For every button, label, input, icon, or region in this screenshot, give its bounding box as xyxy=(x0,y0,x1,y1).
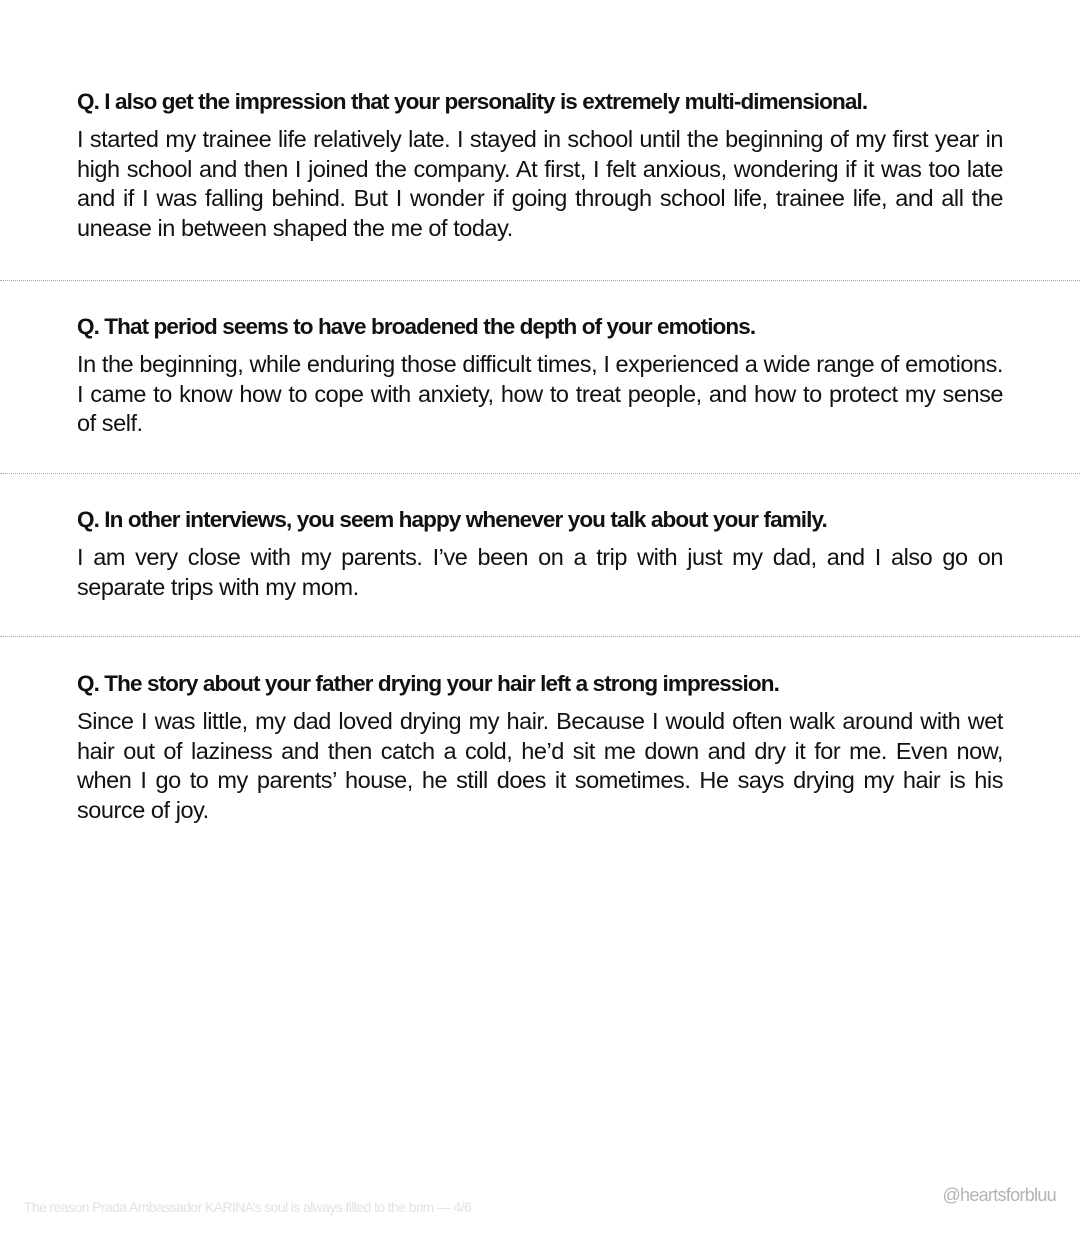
qa-block-1 xyxy=(77,88,1003,243)
question-heading: Q. That period seems to have broadened the depth of your emotions. xyxy=(77,314,756,339)
footer-handle: @heartsforbluu xyxy=(942,1185,1056,1205)
qa-block-2 xyxy=(77,313,1003,439)
qa-block-4 xyxy=(77,670,1003,825)
question-heading: Q. I also get the impression that your personality is extremely multi-dimensional. xyxy=(77,89,868,114)
answer-paragraph: Since I was little, my dad loved drying my hair. Because I would often walk around with wet hair out of laziness and then catch a cold, he’d sit me down and dry it for me. Even now, when I go to my parents’ house, he still does it sometimes. He says drying my hair is his source of joy. xyxy=(77,708,1003,823)
dotted-divider xyxy=(0,636,1080,637)
answer-paragraph: I am very close with my parents. I’ve been on a trip with just my dad, and I also go on separate trips with my mom. xyxy=(77,544,1003,600)
dotted-divider xyxy=(0,280,1080,281)
question-heading: Q. In other interviews, you seem happy whenever you talk about your family. xyxy=(77,507,827,532)
qa-block-3 xyxy=(77,506,1003,602)
question-heading: Q. The story about your father drying your hair left a strong impression. xyxy=(77,671,779,696)
answer-paragraph: I started my trainee life relatively late. I stayed in school until the beginning of my first year in high school and then I joined the company. At first, I felt anxious, wondering if it was too late and if I was falling behind. But I wonder if going through school life, trainee life, and all the unease in between shaped the me of today. xyxy=(77,126,1003,241)
dotted-divider xyxy=(0,473,1080,474)
footer-caption: The reason Prada Ambassador KARINA’s soul is always filled to the brim — 4/6 xyxy=(24,1199,472,1215)
answer-paragraph: In the beginning, while enduring those difficult times, I experienced a wide range of emotions. I came to know how to cope with anxiety, how to treat people, and how to protect my sense of self. xyxy=(77,351,1003,436)
